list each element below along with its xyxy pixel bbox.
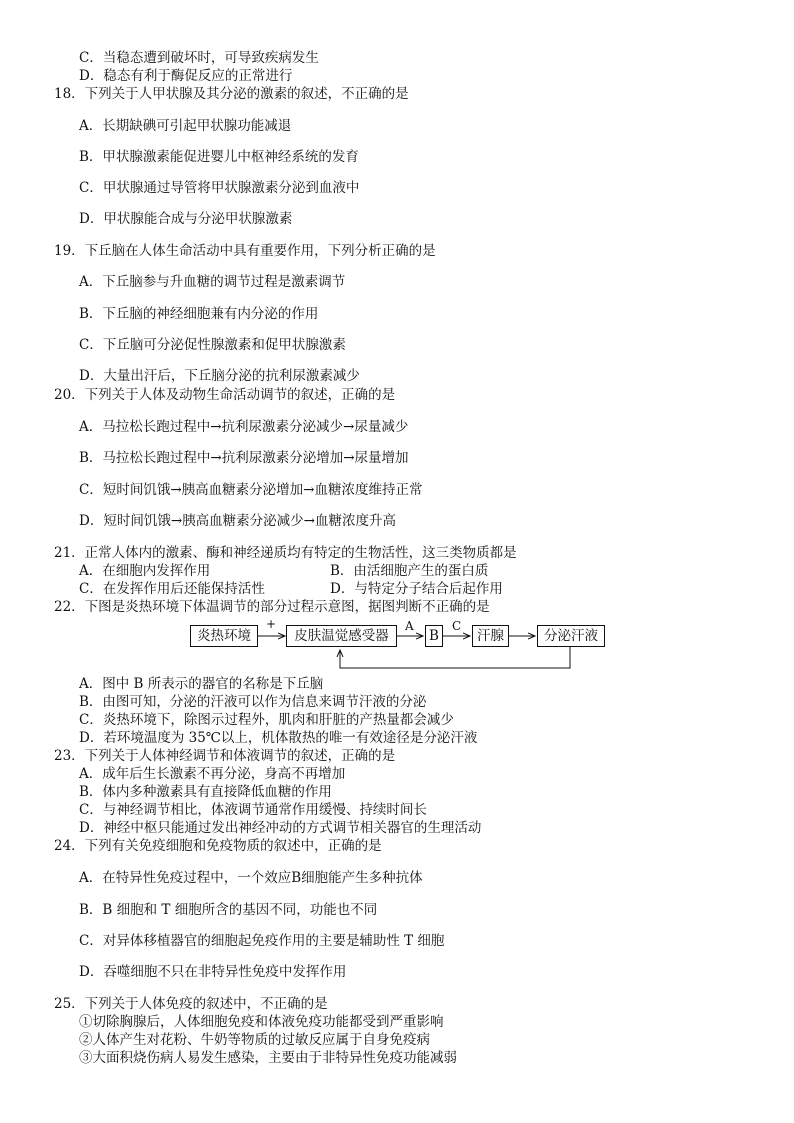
label-c: C: [452, 619, 462, 633]
q22-option-b: B．由图可知，分泌的汗液可以作为信息来调节汗液的分泌: [79, 694, 427, 710]
q17-option-d: D．稳态有利于酶促反应的正常进行: [79, 68, 293, 84]
q21-option-a: A．在细胞内发挥作用: [79, 563, 211, 579]
q20-option-c: C．短时间饥饿→胰高血糖素分泌增加→血糖浓度维持正常: [79, 482, 423, 498]
q22-option-c: C．炎热环境下，除图示过程外，肌肉和肝脏的产热量都会减少: [79, 712, 454, 728]
q18-option-d: D．甲状腺能合成与分泌甲状腺激素: [79, 211, 293, 227]
question-25: 25．下列关于人体免疫的叙述中，不正确的是: [54, 996, 328, 1012]
q19-option-a: A．下丘脑参与升血糖的调节过程是激素调节: [79, 274, 346, 290]
q22-option-d: D．若环境温度为 35℃以上，机体散热的唯一有效途径是分泌汗液: [79, 730, 478, 746]
box-b: B: [425, 625, 443, 647]
q24-option-c: C．对异体移植器官的细胞起免疫作用的主要是辅助性 T 细胞: [79, 933, 445, 949]
q19-option-b: B．下丘脑的神经细胞兼有内分泌的作用: [79, 306, 319, 322]
box-sweat-secretion: 分泌汗液: [537, 625, 605, 647]
label-a: A: [405, 619, 414, 633]
feedback-arrow: [340, 647, 570, 668]
box-sweat-gland: 汗腺: [472, 625, 509, 647]
q21-option-b: B．由活细胞产生的蛋白质: [330, 563, 489, 579]
q18-option-b: B．甲状腺激素能促进婴儿中枢神经系统的发育: [79, 149, 359, 165]
question-18: 18．下列关于人甲状腺及其分泌的激素的叙述，不正确的是: [54, 86, 409, 102]
q24-option-a: A．在特异性免疫过程中，一个效应B细胞能产生多种抗体: [79, 870, 423, 886]
box-skin-warm-receptor: 皮肤温觉感受器: [286, 625, 397, 647]
q23-option-b: B．体内多种激素具有直接降低血糖的作用: [79, 784, 332, 800]
q20-option-b: B．马拉松长跑过程中→抗利尿激素分泌增加→尿量增加: [79, 450, 409, 466]
q24-option-b: B．B 细胞和 T 细胞所含的基因不同，功能也不同: [79, 902, 378, 918]
question-20: 20．下列关于人体及动物生命活动调节的叙述，正确的是: [54, 387, 396, 403]
q24-option-d: D．吞噬细胞不只在非特异性免疫中发挥作用: [79, 964, 347, 980]
question-23: 23．下列关于人体神经调节和体液调节的叙述，正确的是: [54, 748, 396, 764]
q21-option-c: C．在发挥作用后还能保持活性: [79, 581, 265, 597]
box-hot-environment: 炎热环境: [190, 625, 258, 647]
q20-option-a: A．马拉松长跑过程中→抗利尿激素分泌减少→尿量减少: [79, 419, 409, 435]
q25-statement-2: ②人体产生对花粉、牛奶等物质的过敏反应属于自身免疫病: [79, 1032, 430, 1048]
q19-option-c: C．下丘脑可分泌促性腺激素和促甲状腺激素: [79, 337, 346, 353]
q25-statement-3: ③大面积烧伤病人易发生感染，主要由于非特异性免疫功能减弱: [79, 1050, 457, 1066]
question-22: 22．下图是炎热环境下体温调节的部分过程示意图，据图判断不正确的是: [54, 599, 490, 615]
q20-option-d: D．短时间饥饿→胰高血糖素分泌减少→血糖浓度升高: [79, 513, 396, 529]
q25-statement-1: ①切除胸腺后，人体细胞免疫和体液免疫功能都受到严重影响: [79, 1014, 444, 1030]
q17-option-c: C．当稳态遭到破坏时，可导致疾病发生: [79, 50, 319, 66]
q23-option-c: C．与神经调节相比，体液调节通常作用缓慢、持续时间长: [79, 802, 427, 818]
question-21: 21．正常人体内的激素、酶和神经递质均有特定的生物活性，这三类物质都是: [54, 545, 517, 561]
question-19: 19．下丘脑在人体生命活动中具有重要作用，下列分析正确的是: [54, 243, 436, 259]
question-24: 24．下列有关免疫细胞和免疫物质的叙述中，正确的是: [54, 838, 382, 854]
q18-option-a: A．长期缺碘可引起甲状腺功能减退: [79, 118, 292, 134]
q22-option-a: A．图中 B 所表示的器官的名称是下丘脑: [79, 676, 324, 692]
label-plus: +: [266, 617, 277, 631]
q18-option-c: C．甲状腺通过导管将甲状腺激素分泌到血液中: [79, 180, 360, 196]
q21-option-d: D．与特定分子结合后起作用: [330, 581, 503, 597]
q23-option-a: A．成年后生长激素不再分泌，身高不再增加: [79, 766, 346, 782]
q23-option-d: D．神经中枢只能通过发出神经冲动的方式调节相关器官的生理活动: [79, 820, 482, 836]
q19-option-d: D．大量出汗后，下丘脑分泌的抗利尿激素减少: [79, 368, 360, 384]
